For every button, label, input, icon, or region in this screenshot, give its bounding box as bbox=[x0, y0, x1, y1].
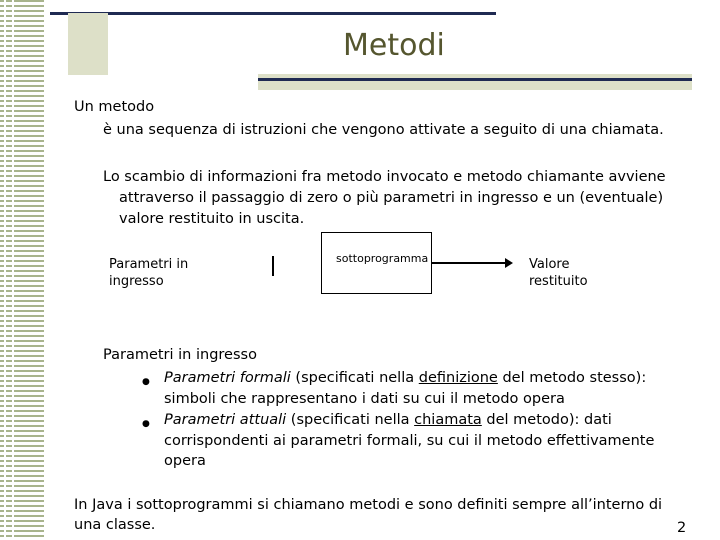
title-underline-band bbox=[258, 74, 692, 90]
page-number: 2 bbox=[677, 520, 687, 536]
bullet-2-line-2: corrispondenti ai parametri formali, su cui il metodo effettivamente bbox=[164, 433, 655, 449]
paragraph-1-sub: è una sequenza di istruzioni che vengono attivate a seguito di una chiamata. bbox=[103, 122, 664, 138]
footer-line-1: In Java i sottoprogrammi si chiamano metodi e sono definiti sempre all’interno di bbox=[74, 497, 663, 513]
paragraph-2-line-3: valore restituito in uscita. bbox=[119, 211, 305, 227]
diagram-box-label: sottoprogramma bbox=[336, 252, 429, 265]
footer-line-2: una classe. bbox=[74, 517, 156, 533]
slide-title: Metodi bbox=[343, 28, 445, 63]
bullet-1-line-1: Parametri formali (specificati nella definizione del metodo stesso): bbox=[164, 370, 647, 386]
diagram-input-label-2: ingresso bbox=[109, 274, 164, 289]
diagram-output-label-1: Valore bbox=[529, 257, 570, 272]
bullet-icon: ● bbox=[142, 419, 150, 429]
diagram-arrow-line bbox=[432, 262, 508, 264]
paragraph-2-line-1: Lo scambio di informazioni fra metodo invocato e metodo chiamante avviene bbox=[103, 169, 666, 185]
diagram-output-label-2: restituito bbox=[529, 274, 588, 289]
bullet-1-keyword: definizione bbox=[418, 370, 498, 386]
diagram-input-label-1: Parametri in bbox=[109, 257, 189, 272]
bullet-2-line-3: opera bbox=[164, 453, 206, 469]
bullet-icon: ● bbox=[142, 377, 150, 387]
params-heading: Parametri in ingresso bbox=[103, 347, 257, 363]
title-accent-box bbox=[68, 13, 108, 75]
paragraph-1: Un metodo bbox=[74, 99, 155, 115]
bullet-2-term: Parametri attuali bbox=[164, 412, 287, 428]
bullet-1-line-2: simboli che rappresentano i dati su cui il metodo opera bbox=[164, 391, 565, 407]
bullet-1-term: Parametri formali bbox=[164, 370, 291, 386]
left-decoration bbox=[0, 0, 44, 540]
bullet-2-keyword: chiamata bbox=[414, 412, 482, 428]
diagram-arrow-head bbox=[505, 258, 513, 268]
paragraph-2-line-2: attraverso il passaggio di zero o più parametri in ingresso e un (eventuale) bbox=[119, 190, 664, 206]
diagram-input-marker bbox=[272, 256, 274, 276]
bullet-2-line-1: Parametri attuali (specificati nella chiamata del metodo): dati bbox=[164, 412, 612, 428]
top-rule bbox=[50, 12, 496, 15]
title-underline bbox=[258, 78, 692, 81]
